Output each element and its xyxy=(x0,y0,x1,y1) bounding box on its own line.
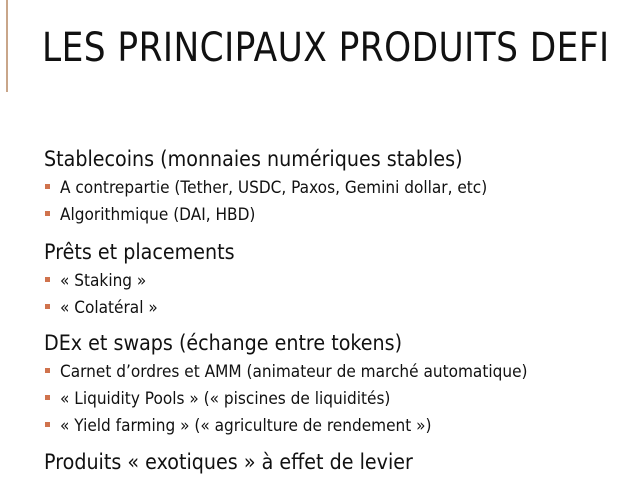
bullet-text: « Liquidity Pools » (« piscines de liquidités) xyxy=(60,389,391,408)
section-heading: Prêts et placements xyxy=(44,240,235,264)
list-item xyxy=(44,201,634,228)
list-item xyxy=(44,358,634,385)
accent-bar xyxy=(6,0,8,92)
section-stablecoins xyxy=(44,144,634,228)
section-dex xyxy=(44,328,634,439)
list-item xyxy=(44,412,634,439)
square-bullet-icon xyxy=(45,211,50,216)
list-item xyxy=(44,267,634,294)
bullet-text: A contrepartie (Tether, USDC, Paxos, Gemini dollar, etc) xyxy=(60,178,488,197)
bullet-list xyxy=(44,174,634,228)
list-item xyxy=(44,385,634,412)
square-bullet-icon xyxy=(45,422,50,427)
section-heading: Produits « exotiques » à effet de levier xyxy=(44,450,413,474)
slide-title: LES PRINCIPAUX PRODUITS DEFI xyxy=(42,25,610,71)
slide-content xyxy=(44,144,634,477)
section-heading: Stablecoins (monnaies numériques stables) xyxy=(44,147,463,171)
square-bullet-icon xyxy=(45,277,50,282)
list-item xyxy=(44,294,634,321)
bullet-text: « Colatéral » xyxy=(60,298,158,317)
bullet-text: « Yield farming » (« agriculture de rendement ») xyxy=(60,416,432,435)
bullet-text: Algorithmique (DAI, HBD) xyxy=(60,205,256,224)
bullet-list xyxy=(44,267,634,321)
square-bullet-icon xyxy=(45,368,50,373)
bullet-list xyxy=(44,358,634,439)
bullet-text: Carnet d’ordres et AMM (animateur de marché automatique) xyxy=(60,362,528,381)
section-heading: DEx et swaps (échange entre tokens) xyxy=(44,331,403,355)
section-prets xyxy=(44,237,634,321)
section-exotiques xyxy=(44,447,634,477)
square-bullet-icon xyxy=(45,395,50,400)
square-bullet-icon xyxy=(45,304,50,309)
bullet-text: « Staking » xyxy=(60,271,147,290)
square-bullet-icon xyxy=(45,184,50,189)
list-item xyxy=(44,174,634,201)
